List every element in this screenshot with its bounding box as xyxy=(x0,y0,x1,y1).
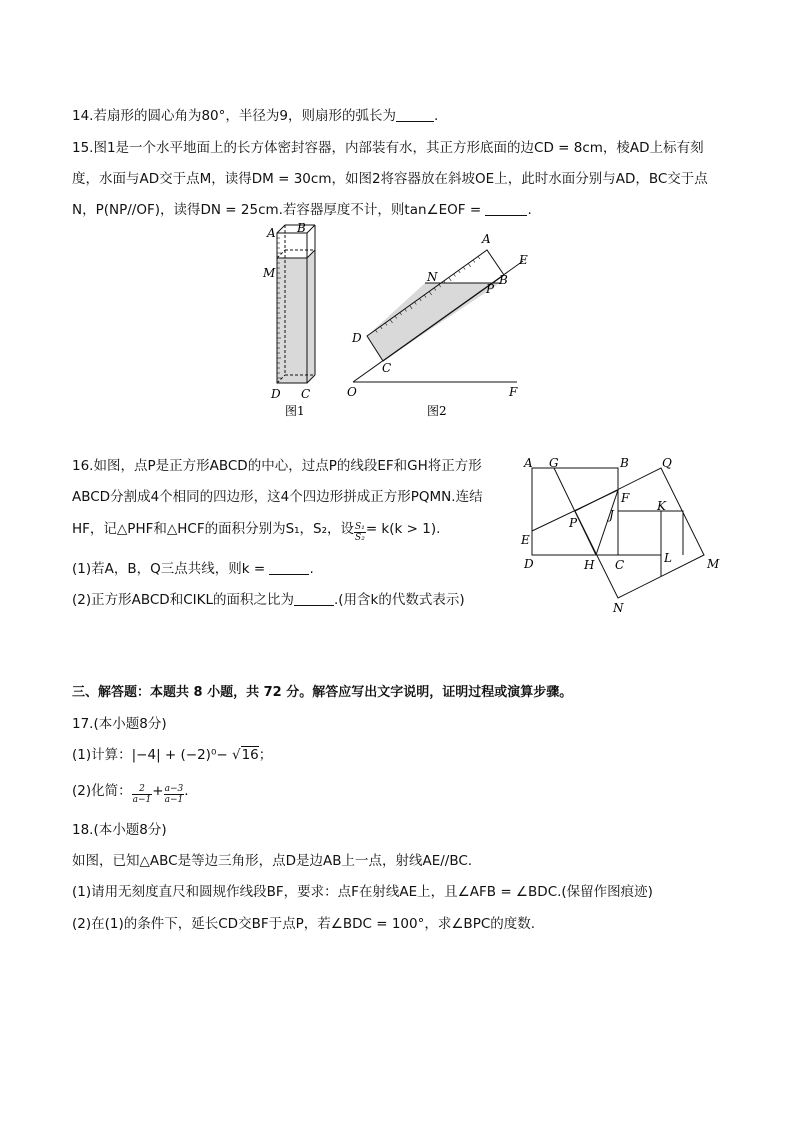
q16-label-b: B xyxy=(620,456,629,470)
q18-title: 18.(本小题8分) xyxy=(72,822,167,838)
q16-label-l: L xyxy=(664,551,672,565)
q15-figures xyxy=(255,218,545,423)
fig2-label-n: N xyxy=(427,270,438,284)
q16-label-m: M xyxy=(707,557,720,571)
fraction-2: $\frac{a-3}{a-1}$ xyxy=(164,784,184,805)
q16-label-n: N xyxy=(613,601,624,615)
q16-label-k: K xyxy=(657,499,666,513)
q16-label-a: A xyxy=(524,456,533,470)
section-3-heading: 三、解答题：本题共 8 小题，共 72 分。解答应写出文字说明，证明过程或演算步骤。 xyxy=(72,685,573,700)
q16-label-q: Q xyxy=(662,456,672,470)
fig1-label-m: M xyxy=(263,266,276,280)
q16-label-f: F xyxy=(621,491,630,505)
q16-label-d: D xyxy=(524,557,534,571)
fig2-label-d: D xyxy=(352,331,362,345)
q16-label-h: H xyxy=(584,558,595,572)
fig2-label-e: E xyxy=(519,253,528,267)
q16-label-e: E xyxy=(521,533,530,547)
q15-line-2: 度，水面与AD交于点M，读得DM = 30cm，如图2将容器放在斜坡OE上，此时水面分别与AD，BC交于点 xyxy=(72,171,708,187)
fig2-label-c: C xyxy=(382,361,392,375)
q16-line-2: ABCD分割成4个相同的四边形，这4个四边形拼成正方形PQMN.连结 xyxy=(72,489,483,505)
q16-line-3: HF，记△PHF和△HCF的面积分别为S₁，S₂，设 $\frac{\text{S₁}}{\text{S₂}}$ = k(k > 1). xyxy=(72,521,441,543)
q17-part-2: (2)化简： $\frac{2}{a-1}$ + $\frac{a-3}{a-1}$ . xyxy=(72,783,189,805)
q16-figure xyxy=(518,452,728,620)
q16-label-p: P xyxy=(569,516,578,530)
fig2-label-b: B xyxy=(499,273,508,287)
q15-line-3: N，P(NP//OF)，读得DN = 25cm.若容器厚度不计，则tan∠EOF = . xyxy=(72,202,532,218)
q17-part-1: (1)计算：|−4| + (−2)⁰− √16； xyxy=(72,747,273,763)
fraction-1: $\frac{2}{a-1}$ xyxy=(132,784,152,805)
fig1-label-b: B xyxy=(297,221,306,235)
fig2-label-a: A xyxy=(482,232,491,246)
q14-text: 14.若扇形的圆心角为80°，半径为9，则扇形的弧长为 xyxy=(72,108,396,124)
fig2-label-f: F xyxy=(509,385,518,399)
q14-answer-blank xyxy=(396,107,434,122)
q17-title: 17.(本小题8分) xyxy=(72,716,167,732)
water-region xyxy=(277,258,307,383)
square-pqmn xyxy=(575,468,704,598)
fig1-label-d: D xyxy=(271,387,281,401)
q16-part-1: (1)若A，B，Q三点共线，则k = . xyxy=(72,561,314,577)
fig1-label-c: C xyxy=(301,387,311,401)
q18-part-2: (2)在(1)的条件下，延长CD交BF于点P，若∠BDC = 100°，求∠BPC的度数. xyxy=(72,916,536,932)
q14-line: 14.若扇形的圆心角为80°，半径为9，则扇形的弧长为 . xyxy=(72,108,439,124)
segment-hf xyxy=(596,490,618,555)
figure-2-slope xyxy=(353,250,523,382)
fig2-caption: 图2 xyxy=(427,404,447,418)
q18-part-1: (1)请用无刻度直尺和圆规作线段BF，要求：点F在射线AE上，且∠AFB = ∠BDC.(保留作图痕迹) xyxy=(72,884,653,900)
figure-1-container xyxy=(277,225,315,383)
q15-line-1: 15.图1是一个水平地面上的长方体密封容器，内部装有水，其正方形底面的边CD = 8cm，棱AD上标有刻 xyxy=(72,140,704,156)
q16-figure-lines xyxy=(532,468,704,598)
q16-label-c: C xyxy=(615,558,625,572)
fig1-caption: 图1 xyxy=(285,404,305,418)
fig1-label-a: A xyxy=(267,226,276,240)
q16-label-j: J xyxy=(609,508,614,522)
sqrt-icon: √ xyxy=(231,747,241,763)
q15-answer-blank xyxy=(485,201,527,216)
fig2-label-o: O xyxy=(347,385,357,399)
q16-line-1: 16.如图，点P是正方形ABCD的中心，过点P的线段EF和GH将正方形 xyxy=(72,458,482,474)
q16-part2-blank xyxy=(294,591,334,606)
s1-over-s2-fraction: $\frac{\text{S₁}}{\text{S₂}}$ xyxy=(355,522,365,543)
segment-gh xyxy=(554,468,596,555)
q16-part1-blank xyxy=(269,560,309,575)
q18-intro: 如图，已知△ABC是等边三角形，点D是边AB上一点，射线AE//BC. xyxy=(72,853,473,869)
q16-label-g: G xyxy=(549,456,559,470)
q16-part-2: (2)正方形ABCD和CIKL的面积之比为 .(用含k的代数式表示) xyxy=(72,592,465,608)
fig2-label-p: P xyxy=(486,282,495,296)
